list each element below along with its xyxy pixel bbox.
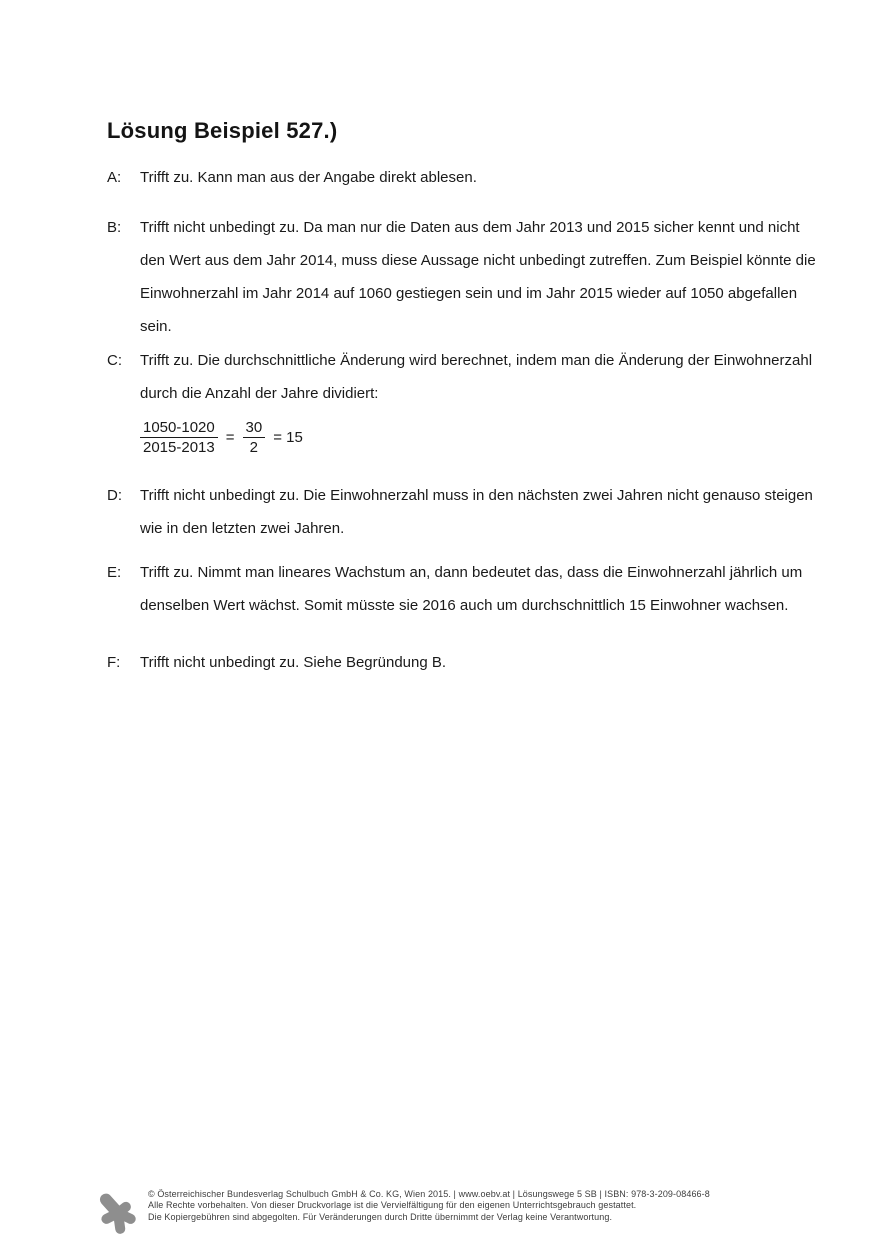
footer-text [148,1186,710,1223]
item-text: Trifft nicht unbedingt zu. Die Einwohnerzahl muss in den nächsten zwei Jahren nicht genauso steigen wie in den letzten zwei Jahren. [140,487,813,537]
solution-item-f [107,646,824,679]
oebv-asterisk-logo [98,1188,138,1234]
solution-item-a [107,161,824,194]
item-letter: B: [107,219,122,236]
fraction-simplified [243,419,266,456]
fraction-population-change [140,419,218,456]
footer-line-rights: Alle Rechte vorbehalten. Von dieser Druckvorlage ist die Vervielfältigung für den eigenen Unterrichtsgebrauch gestattet. [148,1200,637,1211]
equals-sign: = [225,429,235,446]
item-text: Trifft nicht unbedingt zu. Da man nur die Daten aus dem Jahr 2013 und 2015 sicher kennt und nicht den Wert aus dem Jahr 2014, muss diese Aussage nicht unbedingt zutreffen. Zum Beispiel könnte die Einwohnerzahl im Jahr 2014 auf 1060 gestiegen sein und im Jahr 2015 wieder auf 1050 abgefallen sein. [140,219,816,335]
footer-line-copyright: © Österreichischer Bundesverlag Schulbuch GmbH & Co. KG, Wien 2015. | www.oebv.at | Lösungswege 5 SB | ISBN: 978-3-209-08466-8 [148,1189,710,1199]
item-letter: E: [107,564,122,581]
item-text: Trifft zu. Kann man aus der Angabe direkt ablesen. [140,169,477,186]
item-text: Trifft zu. Die durchschnittliche Änderung wird berechnet, indem man die Änderung der Einwohnerzahl durch die Anzahl der Jahre dividiert: [140,352,813,402]
item-letter: A: [107,169,122,186]
item-text: Trifft zu. Nimmt man lineares Wachstum an, dann bedeutet das, dass die Einwohnerzahl jährlich um denselben Wert wächst. Somit müsste sie 2016 auch um durchschnittlich 15 Einwohner wachsen. [140,564,803,614]
solution-item-b [107,211,824,343]
publisher-footer [98,1186,710,1234]
item-letter: C: [107,352,122,369]
fraction-denominator: 2015-2013 [143,439,215,456]
average-change-formula [140,419,311,456]
item-letter: F: [107,654,121,671]
fraction-numerator: 30 [243,419,266,438]
item-text: Trifft nicht unbedingt zu. Siehe Begründung B. [140,654,447,671]
page-title: Lösung Beispiel 527.) [107,117,338,143]
fraction-numerator: 1050-1020 [140,419,218,438]
fraction-denominator: 2 [249,439,259,456]
solution-item-e [107,556,824,622]
item-letter: D: [107,487,122,504]
solution-item-c [107,344,824,410]
footer-line-liability: Die Kopiergebühren sind abgegolten. Für Veränderungen durch Dritte übernimmt der Verlag keine Verantwortung. [148,1211,613,1222]
formula-result: = 15 [273,429,303,446]
solution-item-d [107,479,824,545]
